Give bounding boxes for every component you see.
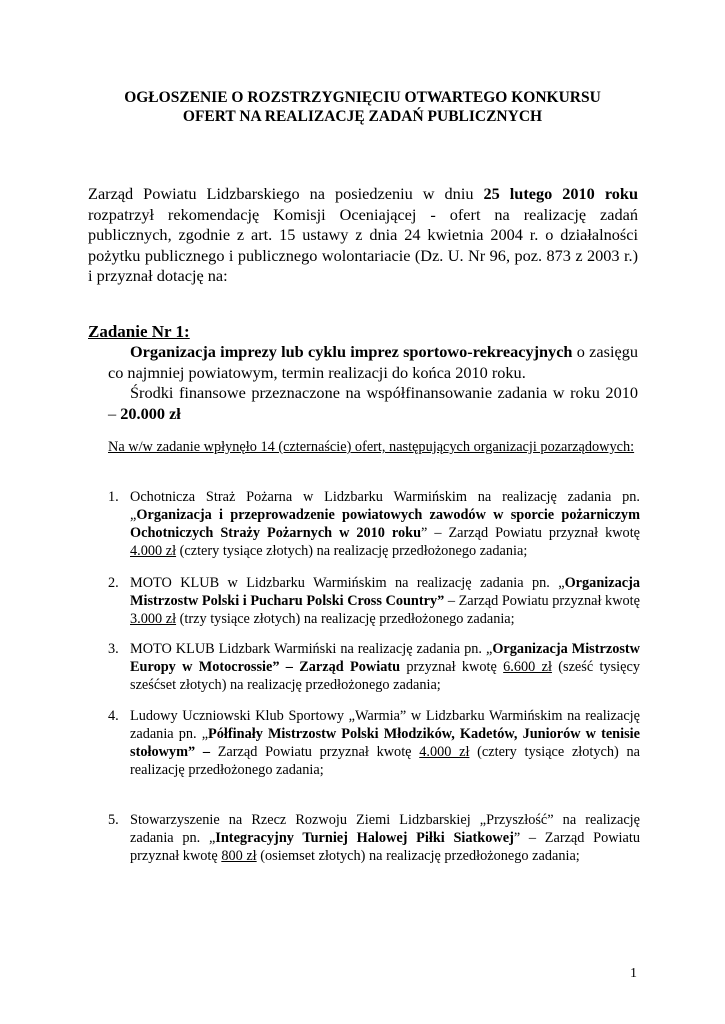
task-heading-colon: : (184, 322, 190, 341)
list-item-text (130, 488, 640, 560)
task-name-paragraph (108, 342, 638, 383)
offers-note: Na w/w zadanie wpłynęło 14 (czternaście) ofert, następujących organizacji pozarządowych: (108, 439, 635, 455)
list-item (108, 811, 640, 865)
list-item-number: 1. (108, 489, 119, 505)
list-item-text (130, 640, 640, 694)
item-pre: Ludowy Uczniowski Klub Sportowy „Warmia” w Lidzbarku Warmińskim na realizację zadania pn. „ (130, 708, 640, 742)
list-item-number: 3. (108, 641, 119, 657)
task-funds-text: Środki finansowe przeznaczone na współfinansowanie zadania w roku 2010 – (108, 383, 638, 423)
list-item (108, 640, 640, 694)
list-item-number: 2. (108, 575, 119, 591)
task-funds-amount: 20.000 zł (120, 403, 181, 423)
list-item (108, 707, 640, 779)
intro-text-before: Zarząd Powiatu Lidzbarskiego na posiedzeniu w dniu (88, 184, 484, 203)
item-pre: Ochotnicza Straż Pożarna w Lidzbarku Warmińskim na realizację zadania pn. „ (130, 489, 640, 523)
list-item-number: 4. (108, 708, 119, 724)
item-post: (osiemset złotych) na realizację przedłożonego zadania; (256, 848, 580, 864)
list-item-text (130, 707, 640, 779)
list-item-text (130, 811, 640, 865)
item-amount: 3.000 zł (130, 611, 177, 627)
item-post: (trzy tysiące złotych) na realizację przedłożonego zadania; (176, 611, 515, 627)
item-amount: 6.600 zł (503, 659, 552, 675)
page-number: 1 (630, 966, 637, 981)
item-title: Organizacja i przeprowadzenie powiatowych zawodów w sporcie pożarniczym Ochotniczych Straży Pożarnych w 2010 roku (130, 507, 640, 541)
item-mid: – Zarząd Powiatu przyznał kwotę (444, 593, 640, 609)
title-line-1: OGŁOSZENIE O ROZSTRZYGNIĘCIU OTWARTEGO KONKURSU (124, 89, 601, 106)
task-description (108, 342, 638, 424)
item-amount: 4.000 zł (130, 543, 177, 559)
meeting-date: 25 lutego 2010 roku (483, 184, 638, 203)
item-amount: 800 zł (221, 848, 257, 864)
list-item (108, 574, 640, 628)
item-post: (sześć tysięcy sześćset złotych) na realizację przedłożonego zadania; (130, 659, 640, 693)
item-post: (cztery tysiące złotych) na realizację przedłożonego zadania; (176, 543, 528, 559)
item-pre: Stowarzyszenie na Rzecz Rozwoju Ziemi Lidzbarskiej „Przyszłość” na realizację zadania pn. „ (130, 812, 640, 846)
document-title (60, 88, 665, 126)
intro-paragraph (88, 184, 638, 287)
item-mid: przyznał kwotę (400, 659, 504, 675)
item-post: (cztery tysiące złotych) na realizację przedłożonego zadania; (130, 744, 640, 778)
item-title: Organizacja Mistrzostw Europy w Motocrossie” – Zarząd Powiatu (130, 641, 640, 675)
title-line-2: OFERT NA REALIZACJĘ ZADAŃ PUBLICZNYCH (182, 108, 543, 125)
item-mid: ” – Zarząd Powiatu przyznał kwotę (421, 525, 641, 541)
intro-text-after: rozpatrzył rekomendację Komisji Oceniającej - ofert na realizację zadań publicznych, zgodnie z art. 15 ustawy z dnia 24 kwietnia 2004 r. o działalności pożytku publicznego i publicznego wolontariacie (Dz. U. Nr 96, poz. 873 z 2003 r.) i przyznał dotację na: (88, 204, 638, 285)
item-title: Półfinały Mistrzostw Polski Młodzików, Kadetów, Juniorów w tenisie stołowym” – (130, 726, 640, 760)
task-heading-label: Zadanie Nr 1 (88, 322, 185, 341)
task-desc: o zasięgu co najmniej powiatowym, termin realizacji do końca 2010 roku. (108, 342, 638, 382)
item-mid: Zarząd Powiatu przyznał kwotę (209, 744, 420, 760)
item-title: Integracyjny Turniej Halowej Piłki Siatkowej (215, 830, 514, 846)
task-name: Organizacja imprezy lub cyklu imprez sportowo-rekreacyjnych (130, 342, 573, 361)
item-mid: ” – Zarząd Powiatu przyznał kwotę (130, 830, 640, 864)
task-funds-paragraph (108, 383, 638, 424)
task-heading (88, 322, 190, 342)
list-item-text (130, 574, 640, 628)
item-amount: 4.000 zł (419, 744, 470, 760)
item-pre: MOTO KLUB Lidzbark Warmiński na realizację zadania pn. „ (130, 641, 493, 657)
item-pre: MOTO KLUB w Lidzbarku Warmińskim na realizację zadania pn. „ (130, 575, 565, 591)
item-title: Organizacja Mistrzostw Polski i Pucharu Polski Cross Country” (130, 575, 640, 609)
list-item-number: 5. (108, 812, 119, 828)
list-item (108, 488, 640, 560)
